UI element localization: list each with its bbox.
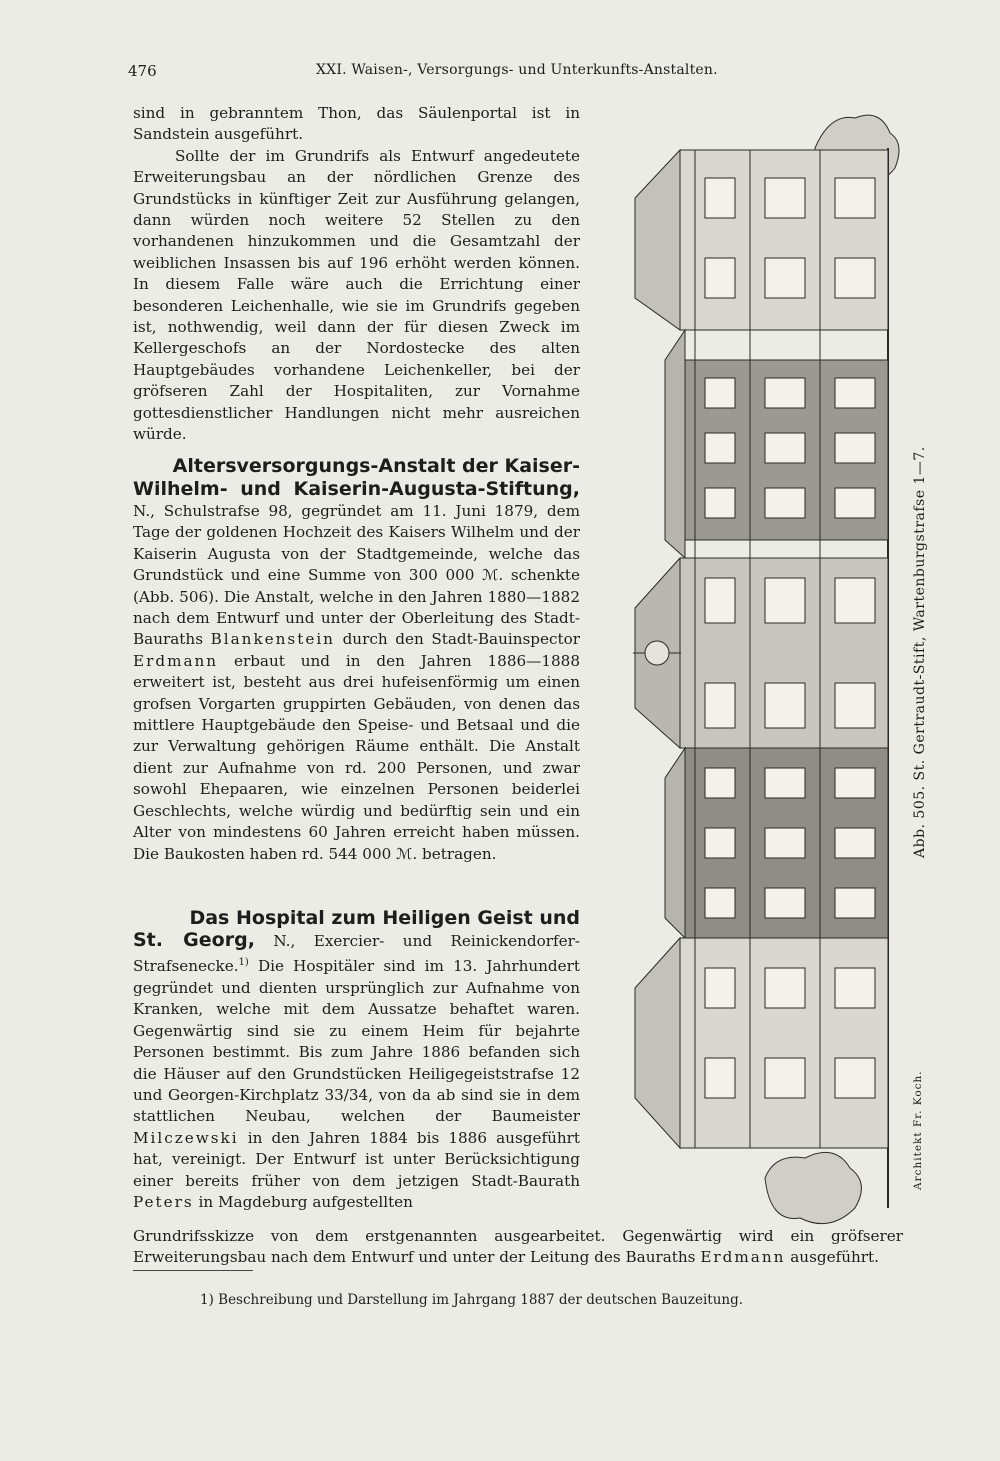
roof-upper-middle (665, 330, 685, 558)
person-name: Erdmann (700, 1248, 786, 1267)
section-body (133, 501, 580, 865)
figure-architect-credit: Architekt Fr. Koch. (912, 1070, 924, 1190)
building-elevation-drawing (595, 88, 907, 1238)
intro-text (133, 103, 580, 446)
footnote-divider (133, 1270, 253, 1271)
section-heading-lead: St. Georg, (133, 929, 255, 951)
figure-caption: Abb. 505. St. Gertraudt-Stift, Wartenburgstrafse 1—7. (912, 446, 928, 858)
intro-paragraph-2: Sollte der im Grundrifs als Entwurf angedeutete Erweiterungsbau an der nördlichen Grenze des Grundstücks in künftiger Zeit zur Ausführung gelangen, dann würden noch weitere 52 Stellen zu den vorhandenen hinzukommen und die Gesamtzahl der weiblichen Insassen bis auf 196 erhöht werden können. In diesem Falle wäre auch die Errichtung einer besonderen Leichenhalle, wie sie im Grundrifs gegeben ist, nothwendig, weil dann der für diesen Zweck im Kellergeschofs an der Nordostecke des alten Hauptgebäudes vorhandene Leichenkeller, bei der gröfseren Zahl der Hospitaliten, zur Vornahme gottesdienstlicher Handlungen nicht mehr ausreichen würde. (133, 146, 580, 444)
footnote-reference: 1) (238, 957, 249, 969)
section-heading-line-1: Altersversorgungs-Anstalt der Kaiser- (172, 455, 580, 477)
person-name: Erdmann (133, 651, 219, 670)
page-number: 476 (128, 62, 157, 80)
body-text: ausgeführt. (790, 1248, 879, 1267)
intro-paragraph-1: sind in gebranntem Thon, das Säulenportal ist in Sandstein ausgeführt. (133, 104, 580, 144)
body-text: durch den Stadt-Bauinspector (342, 630, 581, 649)
page-header (128, 62, 768, 86)
body-text: erbaut und in den Jahren 1886—1888 erweitert ist, besteht aus drei hufeisenförmig um einen grofsen Vorgarten gruppirten Gebäuden, von denen das mittlere Hauptgebäude den Speise- und Betsaal und die zur Verwaltung gehörigen Räume enthält. Die Anstalt dient zur Aufnahme von rd. 200 Personen, und zwar sowohl Ehepaaren, wie einzelnen Personen beiderlei Geschlechts, welche würdig und bedürftig sein und ein Alter von mindestens 60 Jahren erreicht haben müssen. Die Baukosten haben rd. 544 000 ℳ. betragen. (133, 651, 581, 863)
body-text: N., Schulstrafse 98, gegründet am 11. Juni 1879, dem Tage der goldenen Hochzeit des Kaisers Wilhelm und der Kaiserin Augusta von der Stadtgemeinde, welche das Grundstück und eine Summe von 300 000 ℳ. schenkte (Abb. 506). Die Anstalt, welche in den Jahren 1880—1882 nach dem Entwurf und unter der Oberleitung des Stadt-Bauraths (133, 502, 580, 649)
person-name: Peters (133, 1192, 194, 1211)
body-text: Grundrifsskizze von dem erstgenannten ausgearbeitet. Gegenwärtig wird ein gröfserer Erweiterungsbau nach dem Entwurf und unter der Leitung des Bauraths (133, 1227, 903, 1267)
person-name: Milczewski (133, 1128, 239, 1147)
body-text: in Magdeburg aufgestellten (198, 1192, 413, 1211)
person-name: Blankenstein (210, 630, 335, 649)
section-heading-line-2: Wilhelm- und Kaiserin-Augusta-Stiftung, (133, 478, 580, 500)
section-altersversorgung (133, 455, 580, 865)
footnote: 1) Beschreibung und Darstellung im Jahrgang 1887 der deutschen Bauzeitung. (200, 1292, 744, 1308)
body-text: N., Exercier- und Reinickendorfer-Strafsenecke. (133, 932, 581, 976)
roof-bottom-wing (635, 938, 680, 1148)
running-title: XXI. Waisen-, Versorgungs- und Unterkunfts-Anstalten. (316, 62, 718, 78)
section-body (133, 930, 580, 1213)
roof-top-wing (635, 150, 680, 330)
roof-lower-middle (665, 748, 685, 938)
section-hospital (133, 907, 580, 1213)
wing-top (680, 150, 888, 330)
body-text: in den Jahren 1884 bis 1886 ausgeführt hat, vereinigt. Der Entwurf ist unter Berücksichtigung einer bereits früher von dem jetzigen Stadt-Baurath (133, 1128, 580, 1190)
section-heading-line-1: Das Hospital zum Heiligen Geist und (189, 907, 580, 929)
tree-bottom (765, 1152, 861, 1223)
body-text: Die Hospitäler sind im 13. Jahrhundert gegründet und dienten ursprünglich zur Aufnahme von Kranken, welche mit dem Aussatze behaftet waren. Gegenwärtig sind sie zu einem Heim für bejahrte Personen bestimmt. Bis zum Jahre 1886 befanden sich die Häuser auf den Grundstücken Heiligegeiststrafse 12 und Georgen-Kirchplatz 33/34, von da ab sind sie in dem stattlichen Neubau, welchen der Baumeister (133, 957, 581, 1126)
